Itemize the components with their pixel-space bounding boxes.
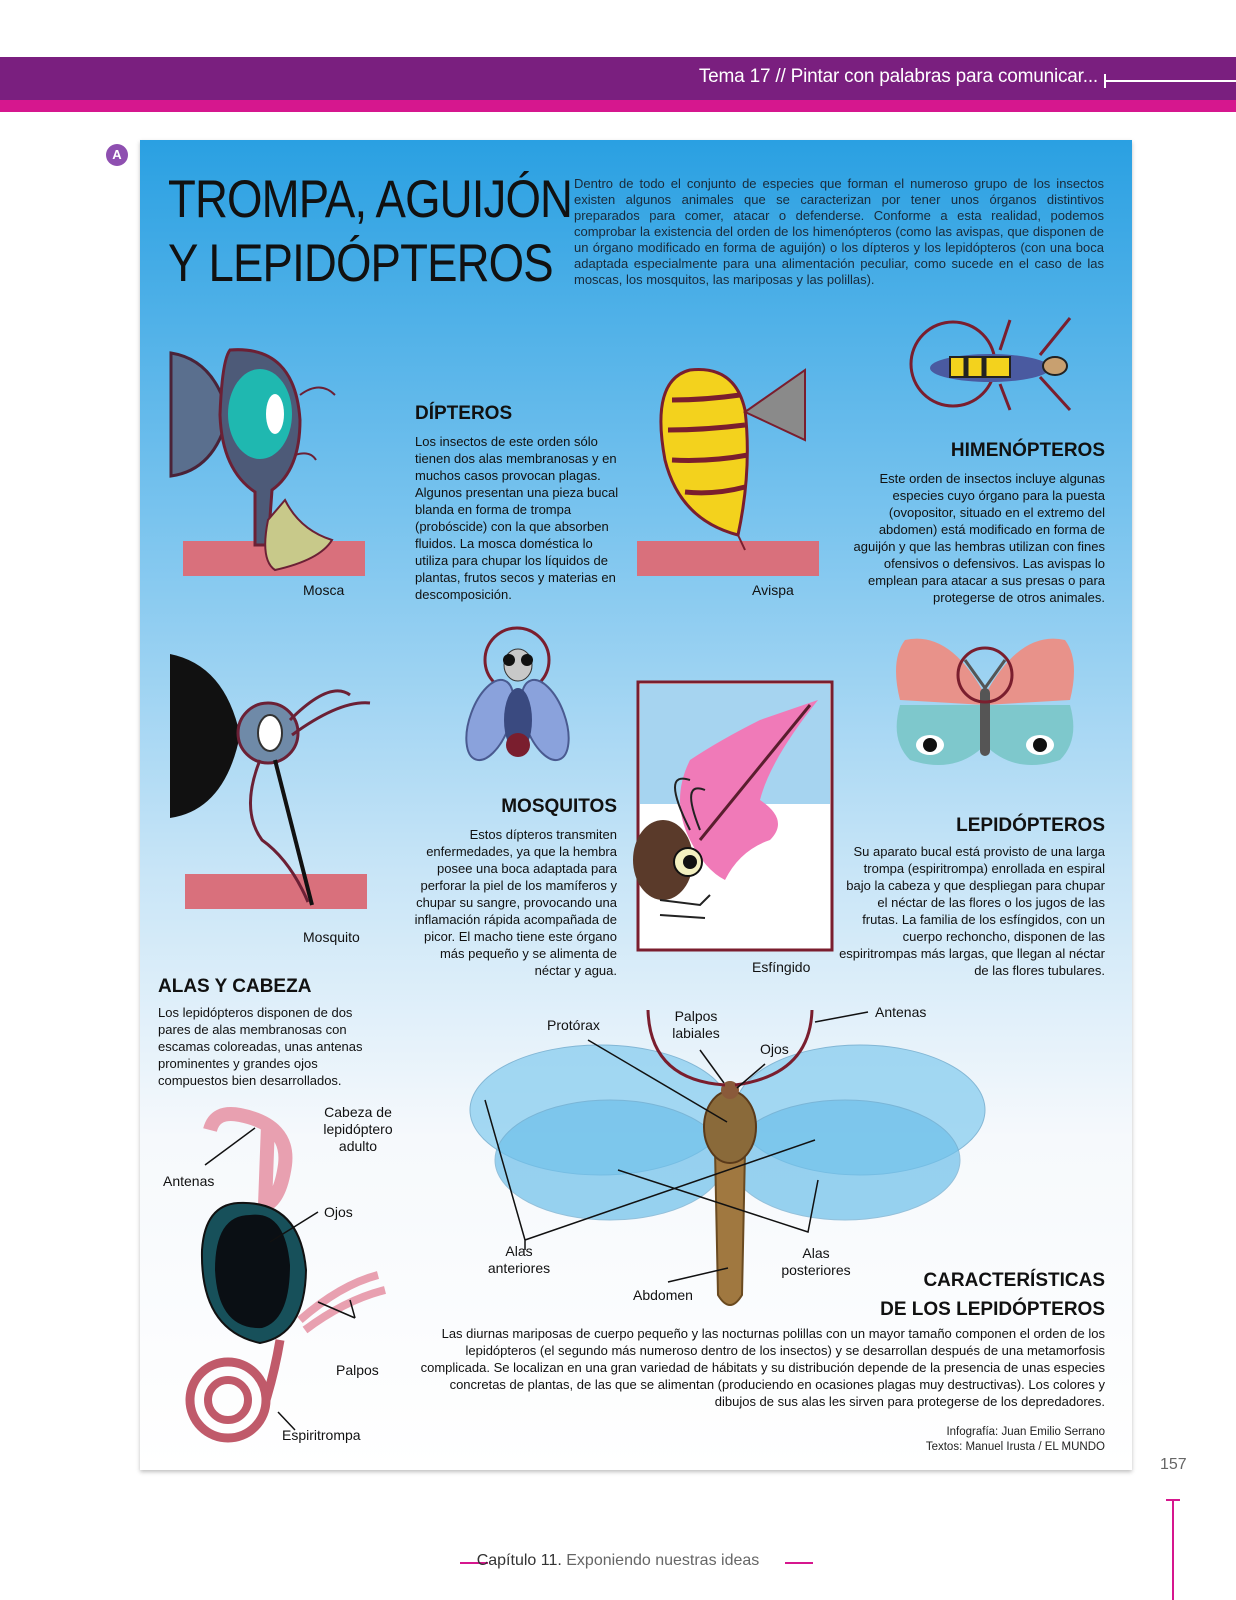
heading-himenopteros: HIMENÓPTEROS bbox=[950, 440, 1105, 461]
caption-mosca: Mosca bbox=[303, 582, 345, 598]
heading-caracteristicas-line1: CARACTERÍSTICAS bbox=[923, 1270, 1105, 1291]
text-mosquitos: Estos dípteros transmiten enfermedades, ya que la hembra posee una boca adaptada para perforar la piel de los mamíferos y chupar su sangre, provocando una inflamación rápida acompañada de picor. El macho tiene este órgano más pequeño y se alimenta de néctar y agua. bbox=[414, 827, 617, 978]
text-dipteros: Los insectos de este orden sólo tienen dos alas membranosas y en muchos casos provocan plagas. Algunos presentan una pieza bucal blanda en forma de trompa (probóscide) con la que absorben fluidos. La mosca doméstica lo utiliza para chupar los líquidos de plantas, frutos secos y materias en descomposición. bbox=[415, 434, 619, 602]
footer-chapter bbox=[0, 1552, 1236, 1570]
heading-dipteros: DÍPTEROS bbox=[415, 403, 513, 424]
topic-heading: Tema 17 // Pintar con palabras para comunicar... bbox=[698, 66, 1098, 87]
intro-paragraph: Dentro de todo el conjunto de especies que forman el numeroso grupo de los insectos existen algunos animales que se caracterizan por tener unos órganos distintivos preparados para comer, atacar o defenderse. Conforme a esta realidad, podemos comprobar la existencia del orden de los himenópteros (como las avispas, que disponen de un órgano modificado en forma de aguijón) o los dípteros y los lepidópteros (con una boca adaptada especialmente para una alimentación peculiar, como sucede en el caso de las moscas, los mosquitos, las mariposas y las polillas). bbox=[574, 176, 1104, 287]
label-cabeza: Cabeza de lepidóptero adulto bbox=[323, 1104, 393, 1154]
label-abdomen: Abdomen bbox=[633, 1287, 693, 1303]
label-alas-posteriores: Alas posteriores bbox=[781, 1245, 851, 1278]
fly-illustration bbox=[171, 350, 365, 576]
caption-esfingido: Esfíngido bbox=[752, 959, 811, 975]
label-ojos: Ojos bbox=[760, 1041, 789, 1057]
page-number: 157 bbox=[1160, 1456, 1187, 1473]
heading-mosquitos: MOSQUITOS bbox=[501, 796, 617, 817]
label-espiritrompa: Espiritrompa bbox=[282, 1427, 361, 1443]
label-antenas: Antenas bbox=[875, 1004, 927, 1020]
text-caracteristicas: Las diurnas mariposas de cuerpo pequeño y las nocturnas polillas con un mayor tamaño componen el orden de los lepidópteros (el segundo más numeroso dentro de los insectos) y se desarrollan después de una metamorfosis complicada. Se localizan en una gran variedad de hábitats y su distribución depende de la presencia de unas especies concretas de plantas, de las que se alimentan (produciendo en ocasiones plagas muy destructivas). Los colores y dibujos de sus alas les sirven para protegerse de los depredadores. bbox=[420, 1326, 1105, 1409]
mosquito-illustration bbox=[170, 654, 370, 909]
section-badge: A bbox=[106, 144, 128, 166]
label-palpos-head: Palpos bbox=[336, 1362, 379, 1378]
page-marker-line bbox=[1172, 1500, 1174, 1600]
sphinx-illustration bbox=[633, 682, 832, 950]
heading-caracteristicas bbox=[800, 1266, 1105, 1324]
text-lepidopteros: Su aparato bucal está provisto de una larga trompa (espiritrompa) enrollada en espiral bajo la cabeza y que despliegan para chupar el néctar de las flores o los jugos de las frutas. La familia de los esfíngidos, con un cuerpo rechoncho, disponen de las espiritrompas más largas, que llegan al néctar de las flores tubulares. bbox=[839, 844, 1105, 978]
heading-alas: ALAS Y CABEZA bbox=[158, 976, 312, 997]
credit-infografia: Infografía: Juan Emilio Serrano bbox=[946, 1426, 1105, 1438]
title-line-2: Y LEPIDÓPTEROS bbox=[168, 234, 553, 293]
caption-avispa: Avispa bbox=[752, 582, 794, 598]
footer-chapter-number: Capítulo 11. bbox=[476, 1552, 562, 1569]
text-himenopteros: Este orden de insectos incluye algunas especies cuyo órgano para la puesta (ovopositor, situado en el extremo del abdomen) está modificado en forma de aguijón y que las hembras utilizan con fines ofensivos o defensivos. Las avispas lo emplean para atacar a sus presas o para protegerse de otros animales. bbox=[853, 471, 1105, 605]
caption-mosquito: Mosquito bbox=[303, 929, 360, 945]
label-protorax: Protórax bbox=[547, 1017, 600, 1033]
credit-textos: Textos: Manuel Irusta / EL MUNDO bbox=[925, 1441, 1105, 1453]
heading-lepidopteros: LEPIDÓPTEROS bbox=[956, 815, 1105, 836]
credits bbox=[800, 1425, 1105, 1455]
label-alas-anteriores: Alas anteriores bbox=[487, 1243, 551, 1276]
wasp-topview bbox=[911, 318, 1070, 410]
label-antenas-head: Antenas bbox=[163, 1173, 215, 1189]
text-alas: Los lepidópteros disponen de dos pares de alas membranosas con escamas coloreadas, unas antenas prominentes y grandes ojos compuestos bien desarrollados. bbox=[158, 1005, 363, 1088]
title-line-1: TROMPA, AGUIJÓN bbox=[168, 170, 573, 229]
heading-caracteristicas-line2: DE LOS LEPIDÓPTEROS bbox=[880, 1299, 1105, 1320]
label-ojos-head: Ojos bbox=[324, 1204, 353, 1220]
wasp-illustration bbox=[637, 370, 819, 577]
butterfly-illustration bbox=[896, 639, 1074, 765]
mosquito-topview bbox=[457, 628, 578, 766]
moth-head-illustration bbox=[190, 1114, 385, 1438]
label-palpos-labiales: Palpos labiales bbox=[672, 1008, 720, 1041]
footer-chapter-title: Exponiendo nuestras ideas bbox=[566, 1552, 760, 1569]
